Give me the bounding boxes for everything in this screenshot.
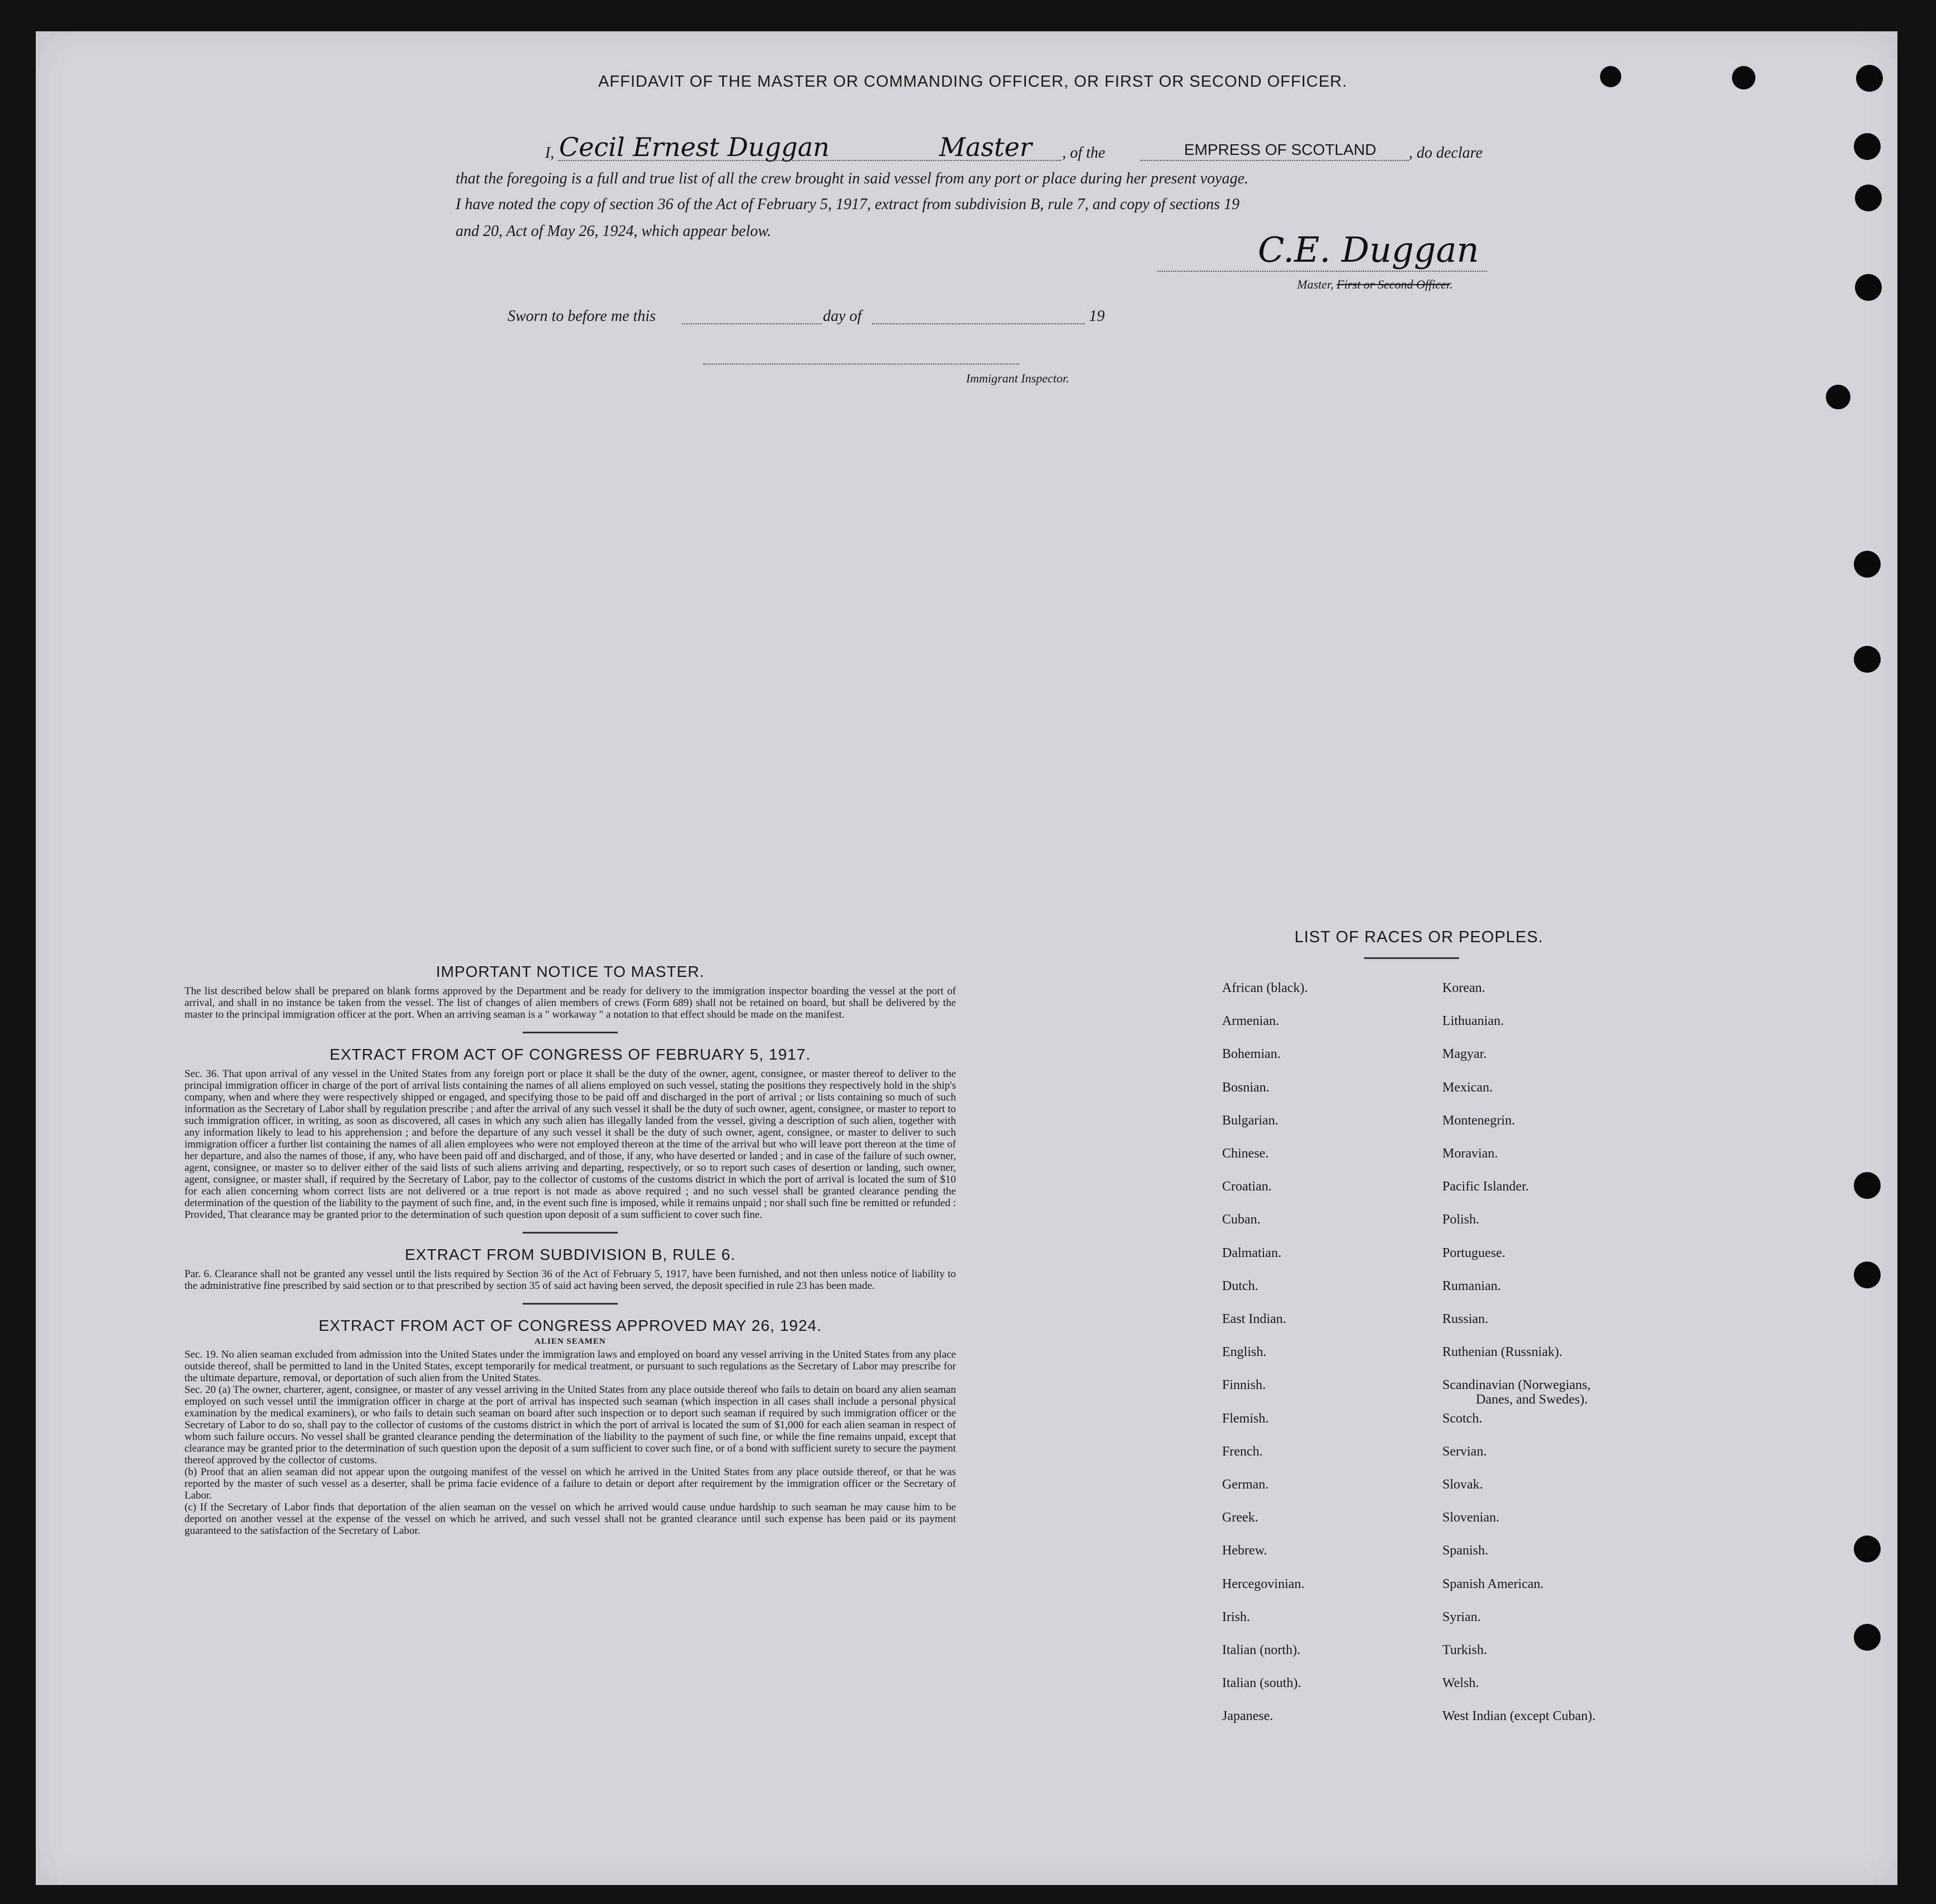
race-item: English. (1222, 1345, 1267, 1360)
caption-period: . (1450, 277, 1453, 291)
race-item: Servian. (1442, 1444, 1487, 1459)
punch-hole (1854, 1624, 1881, 1651)
sec-20b-text: (b) Proof that an alien seaman did not appear upon the outgoing manifest of the vessel on which he arrived in the United States from any place outside thereof, or that he was reported by the master of such vessel as a deserter, shall be prima facie evidence of a failure to detain or deport after requirement by the immigration officer or the Secretary of Labor. (184, 1466, 956, 1501)
race-item: Ruthenian (Russniak). (1442, 1345, 1563, 1360)
declare-text: , do declare (1409, 144, 1483, 162)
race-item: Syrian. (1442, 1609, 1481, 1624)
races-divider (1364, 957, 1459, 959)
race-item: Pacific Islander. (1442, 1179, 1529, 1194)
vessel-line (1140, 160, 1409, 161)
race-item: Armenian. (1222, 1014, 1279, 1029)
races-title: LIST OF RACES OR PEOPLES. (1294, 928, 1544, 946)
handwritten-rank: Master (939, 132, 1032, 162)
sec-19-text: Sec. 19. No alien seaman excluded from admission into the United States under the immigration laws and employed on board any vessel arriving in the United States from any place outside thereof, shall be permitted to land in the United States, except temporarily for medical treatment, or pursuant to such regulations as the Secretary of Labor may prescribe for the ultimate departure, removal, or deportation of such alien from the United States. (184, 1349, 956, 1384)
punch-hole (1854, 551, 1881, 578)
affidavit-prefix: I, (545, 144, 555, 162)
subdivision-b-text: Par. 6. Clearance shall not be granted any vessel until the lists required by Section 36 of the Act of February 5, 1917, have been furnished, and not then unless notice of liability to the administrative fine prescribed by said section or to that prescribed by section 35 of said act having been served, the deposit specified in rule 23 has been made. (184, 1268, 956, 1292)
race-item: Hercegovinian. (1222, 1576, 1305, 1591)
race-item: Dutch. (1222, 1278, 1258, 1293)
divider (523, 1303, 618, 1305)
punch-hole (1855, 274, 1882, 301)
extract-1917-title: EXTRACT FROM ACT OF CONGRESS OF FEBRUARY 5, 1917. (329, 1046, 811, 1063)
race-item: Moravian. (1442, 1146, 1498, 1161)
race-item: Montenegrin. (1442, 1113, 1515, 1128)
vessel-name: EMPRESS OF SCOTLAND (1184, 141, 1376, 158)
race-item: Portuguese. (1442, 1245, 1506, 1260)
race-item: Danes, and Swedes). (1476, 1392, 1588, 1407)
sworn-month-line (872, 323, 1085, 324)
race-item: Italian (north). (1222, 1643, 1300, 1657)
race-item: Croatian. (1222, 1179, 1272, 1194)
punch-hole (1855, 185, 1882, 211)
sec-20c-text: (c) If the Secretary of Labor finds that deportation of the alien seaman on the vessel on which he arrived would cause undue hardship to such seaman he may cause him to be deported on another vessel at the expense of the vessel on which he arrived, and such vessel shall not be granted clearance until such expense has been paid or its payment guaranteed to the satisfaction of the Secretary of Labor. (184, 1501, 956, 1537)
race-item: Magyar. (1442, 1047, 1487, 1062)
race-item: West Indian (except Cuban). (1442, 1709, 1596, 1724)
race-item: Bohemian. (1222, 1047, 1281, 1062)
inspector-line (703, 363, 1019, 365)
race-item: Cuban. (1222, 1212, 1261, 1227)
race-item: Korean. (1442, 981, 1485, 995)
race-item: Spanish. (1442, 1543, 1489, 1558)
race-item: Polish. (1442, 1212, 1480, 1227)
race-item: Greek. (1222, 1510, 1258, 1525)
punch-hole (1826, 385, 1850, 409)
punch-hole (1854, 1262, 1881, 1288)
extract-1924-subtitle: ALIEN SEAMEN (534, 1337, 606, 1346)
race-item: Bosnian. (1222, 1080, 1270, 1095)
affidavit-line-3: I have noted the copy of section 36 of the Act of February 5, 1917, extract from subdivision B, rule 7, and copy of sections 19 (456, 196, 1240, 213)
race-item: French. (1222, 1444, 1263, 1459)
affidavit-title: AFFIDAVIT OF THE MASTER OR COMMANDING OFFICER, OR FIRST OR SECOND OFFICER. (598, 73, 1347, 91)
punch-hole (1732, 66, 1755, 89)
race-item: Dalmatian. (1222, 1245, 1281, 1260)
affidavit-line-4: and 20, Act of May 26, 1924, which appear below. (456, 223, 771, 240)
punch-hole (1854, 646, 1881, 673)
notice-text: The list described below shall be prepared on blank forms approved by the Department and be ready for delivery to the immigration inspector boarding the vessel at the port of arrival, and shall in no instance be taken from the vessel. The list of changes of alien members of crews (Form 689) shall not be retained on board, but shall be delivered by the master to the principal immigration officer at the port. When an arriving seaman is a " workaway " a notation to that effect should be made on the manifest. (184, 985, 956, 1020)
race-item: Finnish. (1222, 1378, 1266, 1393)
sworn-year: 19 (1089, 308, 1105, 325)
sworn-day-line (682, 323, 822, 324)
extract-1917-text: Sec. 36. That upon arrival of any vessel in the United States from any foreign port or place it shall be the duty of the owner, agent, consignee, or master thereof to deliver to the principal immigration officer in charge of the port of arrival lists containing the names of all aliens employed on such vessel, stating the positions they respectively hold in the ship's company, when and where they were respectively shipped or engaged, and specifying those to be paid off and discharged in the port of arrival ; or lists containing so much of such information as the Secretary of Labor shall by regulation prescribe ; and after the arrival of any such vessel it shall be the duty of such owner, agent, consignee, or master to report to such immigration officer, in writing, as soon as discovered, all cases in which any such alien has illegally landed from the vessel, giving a description of such alien, together with any information likely to lead to his apprehension ; and before the departure of any such vessel it shall be the duty of such owner, agent, consignee, or master to deliver to such immigration officer a further list containing the names of all alien employees who were not employed thereon at the time of the arrival but who will leave port thereon at the time of her departure, and also the names of those, if any, who have been paid off and discharged, and of those, if any, who have deserted or landed ; and in case of the failure of such owner, agent, consignee, or master so to deliver either of the said lists of such aliens arriving and departing, respectively, or so to report such cases of desertion or landing, such owner, agent, consignee, or master shall, if required by the Secretary of Labor, pay to the collector of customs of the customs district in which the port of arrival is located the sum of $10 for each alien concerning whom correct lists are not delivered or a true report is not made as above required ; and no such vessel shall be granted clearance pending the determination of the question of the liability to the payment of such fine, and, in the event such fine is imposed, while it remains unpaid ; nor shall such fine be remitted or refunded : Provided, That clearance may be granted prior to the determination of such question upon deposit of a sum sufficient to cover such fine. (184, 1068, 956, 1221)
punch-hole (1854, 1536, 1881, 1562)
notices-column (184, 963, 956, 1537)
caption-struck-officer: First or Second Officer (1336, 277, 1450, 291)
race-item: Turkish. (1442, 1643, 1487, 1657)
race-item: Lithuanian. (1442, 1014, 1504, 1029)
document-page (36, 31, 1897, 1885)
extract-1924-title: EXTRACT FROM ACT OF CONGRESS APPROVED MAY 26, 1924. (318, 1317, 822, 1334)
race-item: Japanese. (1222, 1709, 1274, 1724)
race-item: Rumanian. (1442, 1278, 1501, 1293)
affidavit-line-2: that the foregoing is a full and true list of all the crew brought in said vessel from any port or place during her present voyage. (456, 170, 1249, 187)
race-item: Welsh. (1442, 1676, 1479, 1691)
caption-master: Master, (1297, 277, 1334, 291)
race-item: Slovak. (1442, 1477, 1483, 1492)
handwritten-name: Cecil Ernest Duggan (559, 132, 830, 162)
race-item: Russian. (1442, 1312, 1489, 1326)
subdivision-b-title: EXTRACT FROM SUBDIVISION B, RULE 6. (405, 1246, 736, 1263)
race-item: Italian (south). (1222, 1676, 1301, 1691)
race-item: Scandinavian (Norwegians, (1442, 1378, 1591, 1393)
of-the-text: , of the (1062, 144, 1105, 162)
race-item: Flemish. (1222, 1411, 1269, 1426)
race-item: African (black). (1222, 981, 1308, 995)
punch-hole (1854, 1172, 1881, 1199)
punch-hole (1856, 65, 1883, 92)
divider (523, 1032, 618, 1033)
race-item: Slovenian. (1442, 1510, 1499, 1525)
master-signature: C.E. Duggan (1258, 229, 1479, 270)
sworn-prefix: Sworn to before me this (508, 308, 656, 325)
sworn-day-label: day of (823, 308, 862, 325)
inspector-caption: Immigrant Inspector. (966, 371, 1069, 385)
race-item: Hebrew. (1222, 1543, 1267, 1558)
signature-caption (1297, 277, 1453, 292)
race-item: Scotch. (1442, 1411, 1483, 1426)
race-item: Bulgarian. (1222, 1113, 1279, 1128)
race-item: East Indian. (1222, 1312, 1286, 1326)
race-item: Mexican. (1442, 1080, 1493, 1095)
punch-hole (1854, 133, 1881, 160)
divider (523, 1232, 618, 1234)
signature-line (1157, 271, 1487, 272)
notice-title: IMPORTANT NOTICE TO MASTER. (436, 963, 705, 980)
race-item: Spanish American. (1442, 1576, 1544, 1591)
race-item: German. (1222, 1477, 1269, 1492)
race-item: Irish. (1222, 1609, 1250, 1624)
sec-20a-text: Sec. 20 (a) The owner, charterer, agent, consignee, or master of any vessel arriving in the United States from any place outside thereof who fails to detain on board any alien seaman employed on such vessel until the immigration officer in charge at the port of arrival has inspected such seaman (which inspection in all cases shall include a personal physical examination by the medical examiners), or who fails to detain such seaman on board after such inspection or to deport such seaman if required by such immigration officer or the Secretary of Labor to do so, shall pay to the collector of customs of the customs district in which the port of arrival is located the sum of $1,000 for each alien seaman in respect of whom such failure occurs. No vessel shall be granted clearance pending the determination of the liability to the payment of such fine, or while the fine remains unpaid, except that clearance may be granted prior to the determination of such question upon the deposit of a sum sufficient to cover such fine, or of a bond with sufficient surety to secure the payment thereof approved by the collector of customs. (184, 1384, 956, 1466)
race-item: Chinese. (1222, 1146, 1269, 1161)
punch-hole (1600, 66, 1621, 87)
